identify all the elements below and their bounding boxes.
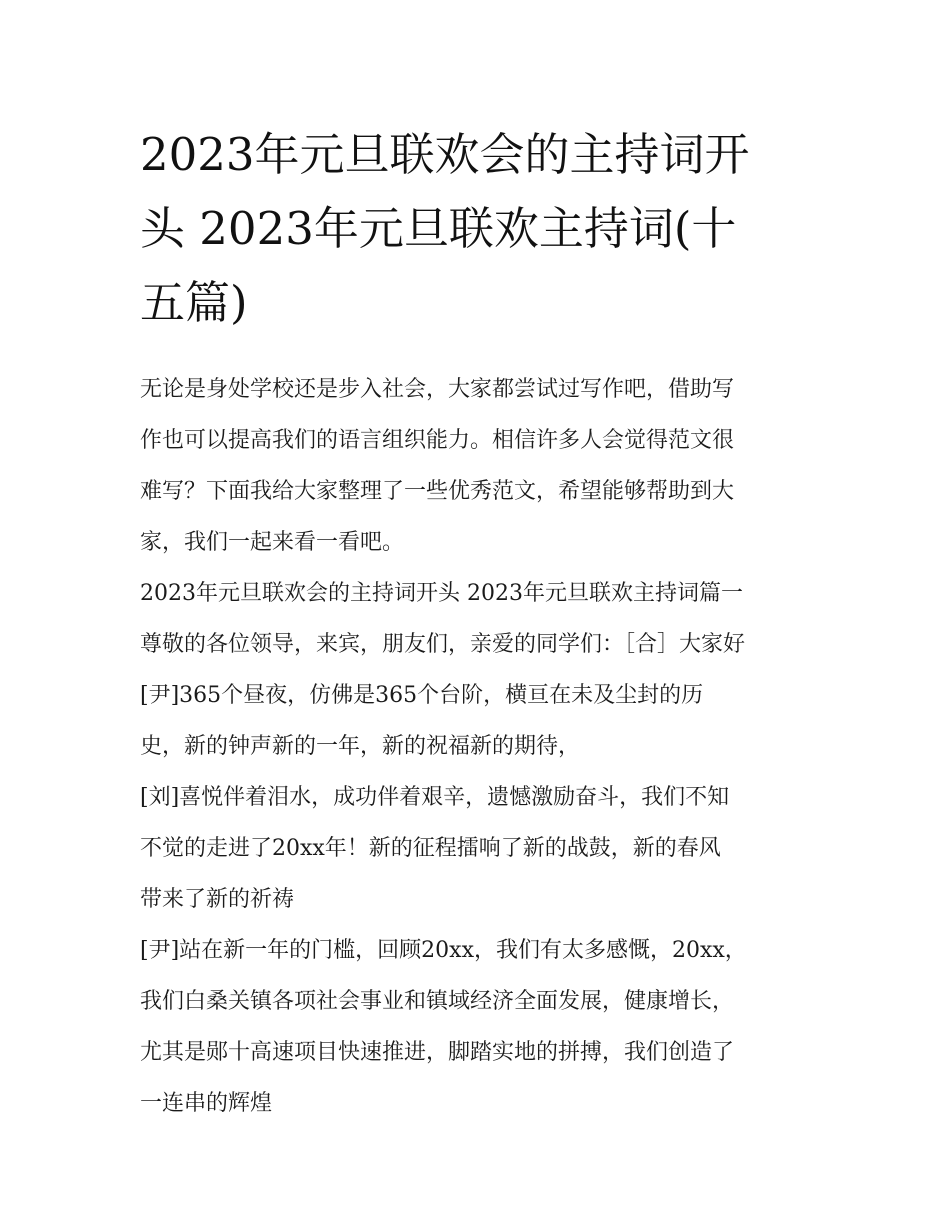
body-line: 难写？下面我给大家整理了一些优秀范文，希望能够帮助到大: [140, 479, 735, 504]
document-title: [140, 118, 815, 340]
body-line: 我们白桑关镇各项社会事业和镇域经济全面发展，健康增长，: [140, 989, 735, 1014]
body-line: 尤其是郧十高速项目快速推进，脚踏实地的拼搏，我们创造了: [140, 1040, 735, 1065]
body-line: 家，我们一起来看一看吧。: [140, 530, 405, 555]
document-body: [140, 364, 815, 1129]
body-line: 无论是身处学校还是步入社会，大家都尝试过写作吧，借助写: [140, 377, 735, 402]
title-line: 2023年元旦联欢会的主持词开: [140, 128, 750, 181]
title-line: 头 2023年元旦联欢主持词(十: [140, 202, 737, 255]
body-line: [刘]喜悦伴着泪水，成功伴着艰辛，遗憾激励奋斗，我们不知: [140, 785, 730, 810]
title-line: 五篇): [140, 276, 248, 329]
body-line: 尊敬的各位领导，来宾，朋友们，亲爱的同学们：［合］大家好: [140, 632, 746, 657]
body-line: 史，新的钟声新的一年，新的祝福新的期待，: [140, 734, 581, 759]
body-line: [尹]365个昼夜，仿佛是365个台阶，横亘在未及尘封的历: [140, 683, 704, 708]
body-line: [尹]站在新一年的门槛，回顾20xx，我们有太多感慨，20xx，: [140, 938, 747, 963]
body-line: 一连串的辉煌: [140, 1091, 273, 1116]
document-content: [140, 118, 815, 1129]
body-line: 带来了新的祈祷: [140, 887, 295, 912]
body-line: 作也可以提高我们的语言组织能力。相信许多人会觉得范文很: [140, 428, 735, 453]
body-line: 2023年元旦联欢会的主持词开头 2023年元旦联欢主持词篇一: [140, 581, 743, 606]
body-line: 不觉的走进了20xx年！新的征程擂响了新的战鼓，新的春风: [140, 836, 721, 861]
